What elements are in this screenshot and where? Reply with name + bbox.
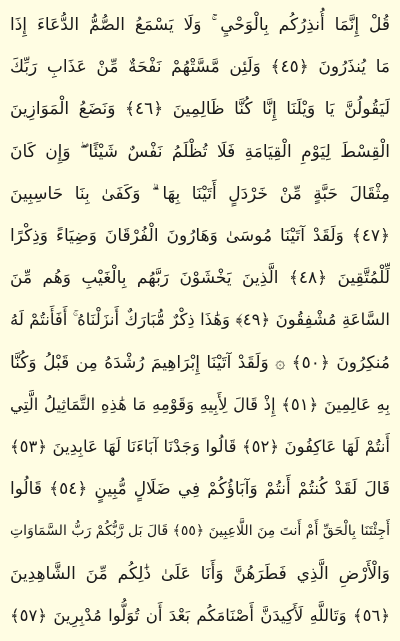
text-line-3 <box>10 90 390 128</box>
text-line-2 <box>10 48 390 86</box>
text-line-6 <box>10 217 390 255</box>
line-text: الْقِسْطَ لِيَوْمِ الْقِيَامَةِ فَلَا تُظْلَمُ نَفْسٌ شَيْئًا ۖ وَإِن كَانَ <box>10 141 390 162</box>
text-line-5 <box>10 175 390 213</box>
line-text: ﴿٤٧﴾ وَلَقَدْ آتَيْنَا مُوسَىٰ وَهَارُونَ الْفُرْقَانَ وَضِيَاءً وَذِكْرًا <box>10 226 390 247</box>
text-line-10 <box>10 386 390 424</box>
text-line-11 <box>10 428 390 466</box>
line-text: وَالْأَرْضِ الَّذِي فَطَرَهُنَّ وَأَنَا عَلَىٰ ذَٰلِكُم مِّنَ الشَّاهِدِينَ <box>10 563 390 584</box>
line-text: مُنكِرُونَ ﴿٥٠﴾ ۞ وَلَقَدْ آتَيْنَا إِبْرَاهِيمَ رُشْدَهُ مِن قَبْلُ وَكُنَّا <box>10 352 390 373</box>
line-text: أَنتُمْ لَهَا عَاكِفُونَ ﴿٥٢﴾ قَالُوا وَجَدْنَا آبَاءَنَا لَهَا عَابِدِينَ ﴿٥٣﴾ <box>10 437 390 457</box>
text-line-4 <box>10 133 390 171</box>
text-line-8 <box>10 301 390 339</box>
line-text: السَّاعَةِ مُشْفِقُونَ ﴿٤٩﴾ وَهَٰذَا ذِكْرٌ مُّبَارَكٌ أَنزَلْنَاهُ ۚ أَفَأَنتُمْ لَهُ <box>10 310 390 330</box>
text-lines <box>10 6 390 635</box>
line-text: لَيَقُولُنَّ يَا وَيْلَنَا إِنَّا كُنَّا ظَالِمِينَ ﴿٤٦﴾ وَنَضَعُ الْمَوَازِينَ <box>10 99 390 120</box>
text-line-7 <box>10 259 390 297</box>
text-line-9 <box>10 344 390 382</box>
text-line-12 <box>10 470 390 508</box>
line-text: ﴿٥٦﴾ وَتَاللَّهِ لَأَكِيدَنَّ أَصْنَامَكُم بَعْدَ أَن تُوَلُّوا مُدْبِرِينَ ﴿٥٧﴾ <box>10 605 390 625</box>
text-line-15 <box>10 597 390 635</box>
line-text: مِثْقَالَ حَبَّةٍ مِّنْ خَرْدَلٍ أَتَيْنَا بِهَا ۗ وَكَفَىٰ بِنَا حَاسِبِينَ <box>10 183 390 204</box>
line-text: قَالَ لَقَدْ كُنتُمْ أَنتُمْ وَآبَاؤُكُمْ فِي ضَلَالٍ مُّبِينٍ ﴿٥٤﴾ قَالُوا <box>10 479 390 500</box>
line-text: مَا يُنذَرُونَ ﴿٤٥﴾ وَلَئِن مَّسَّتْهُمْ نَفْحَةٌ مِّنْ عَذَابِ رَبِّكَ <box>10 57 390 78</box>
line-text: قُلْ إِنَّمَا أُنذِرُكُم بِالْوَحْيِ ۚ وَلَا يَسْمَعُ الصُّمُّ الدُّعَاءَ إِذَا <box>10 15 390 35</box>
text-line-13 <box>10 512 390 550</box>
line-text: بِهِ عَالِمِينَ ﴿٥١﴾ إِذْ قَالَ لِأَبِيهِ وَقَوْمِهِ مَا هَٰذِهِ التَّمَاثِيلُ الَّتِي <box>10 394 390 414</box>
line-text: لِّلْمُتَّقِينَ ﴿٤٨﴾ الَّذِينَ يَخْشَوْنَ رَبَّهُم بِالْغَيْبِ وَهُم مِّنَ <box>10 268 390 289</box>
text-line-1 <box>10 6 390 44</box>
line-text: أَجِئْتَنَا بِالْحَقِّ أَمْ أَنتَ مِنَ اللَّاعِبِينَ ﴿٥٥﴾ قَالَ بَل رَّبُّكُمْ رَبُّ السَّمَاوَاتِ <box>10 523 390 540</box>
text-line-14 <box>10 555 390 593</box>
